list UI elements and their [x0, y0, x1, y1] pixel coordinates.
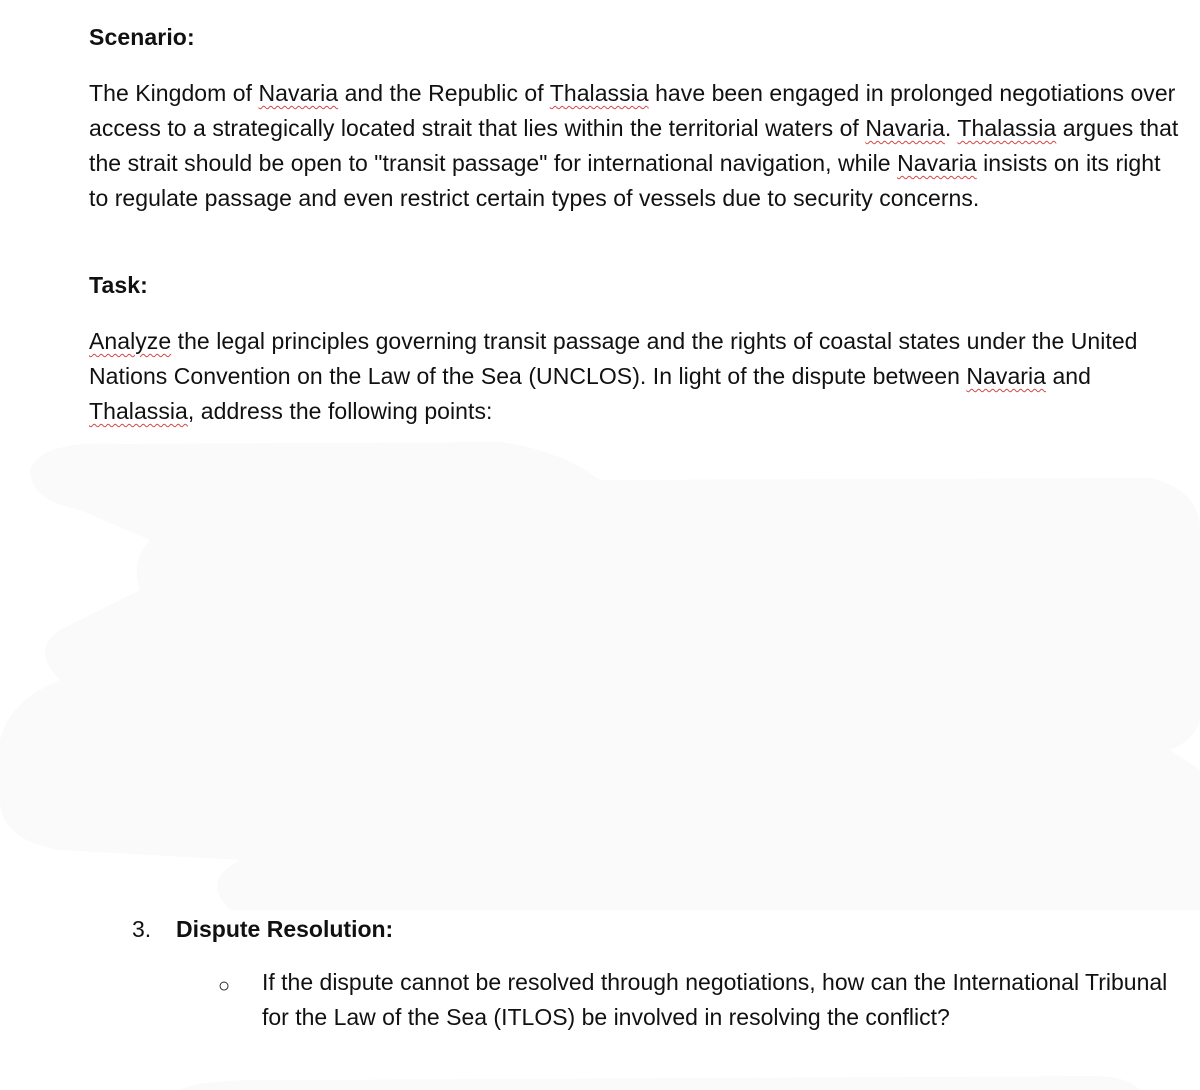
list-number: 3. [132, 916, 152, 942]
misspelled-word[interactable]: Navaria [258, 80, 339, 106]
redaction-scribble [0, 440, 1200, 910]
misspelled-word[interactable]: Navaria [865, 115, 945, 141]
list-item-title: Dispute Resolution: [176, 916, 394, 942]
misspelled-word[interactable]: Thalassia [957, 115, 1057, 141]
text-run: the legal principles governing transit passage and the rights of coastal states under the United Nations Convention on the Law of the Sea (UNCLOS). In light of the dispute between [89, 328, 1138, 389]
task-paragraph [89, 324, 1179, 429]
text-run: and [1046, 363, 1091, 389]
text-run: , address the following points: [187, 398, 493, 424]
redaction-stroke [180, 1076, 1140, 1090]
bullet-circle-icon: ○ [218, 975, 231, 997]
text-run: argues that the strait should be open to "transit passage" for international navigation, while [89, 115, 1179, 176]
text-run: and the Republic of [338, 80, 550, 106]
misspelled-word[interactable]: Thalassia [549, 80, 649, 106]
scenario-paragraph [89, 76, 1179, 216]
scenario-heading: Scenario: [89, 24, 195, 50]
misspelled-word[interactable]: Navaria [897, 150, 977, 176]
text-run: . [944, 115, 958, 141]
dispute-question: If the dispute cannot be resolved through negotiations, how can the International Tribunal for the Law of the Sea (ITLOS) be involved in resolving the conflict? [262, 969, 1168, 1030]
misspelled-word[interactable]: Analyze [89, 328, 172, 354]
misspelled-word[interactable]: Navaria [966, 363, 1046, 389]
text-run: have been engaged in prolonged negotiations over access to a strategically located strait that lies within the territorial waters of [89, 80, 1176, 141]
misspelled-word[interactable]: Thalassia [89, 398, 188, 424]
text-run: insists on its right to regulate passage and even restrict certain types of vessels due to security concerns. [89, 150, 1161, 211]
redaction-stroke [0, 442, 1200, 910]
redaction-scribble-bottom [0, 1070, 1200, 1090]
task-heading: Task: [89, 272, 148, 298]
text-run: The Kingdom of [89, 80, 259, 106]
